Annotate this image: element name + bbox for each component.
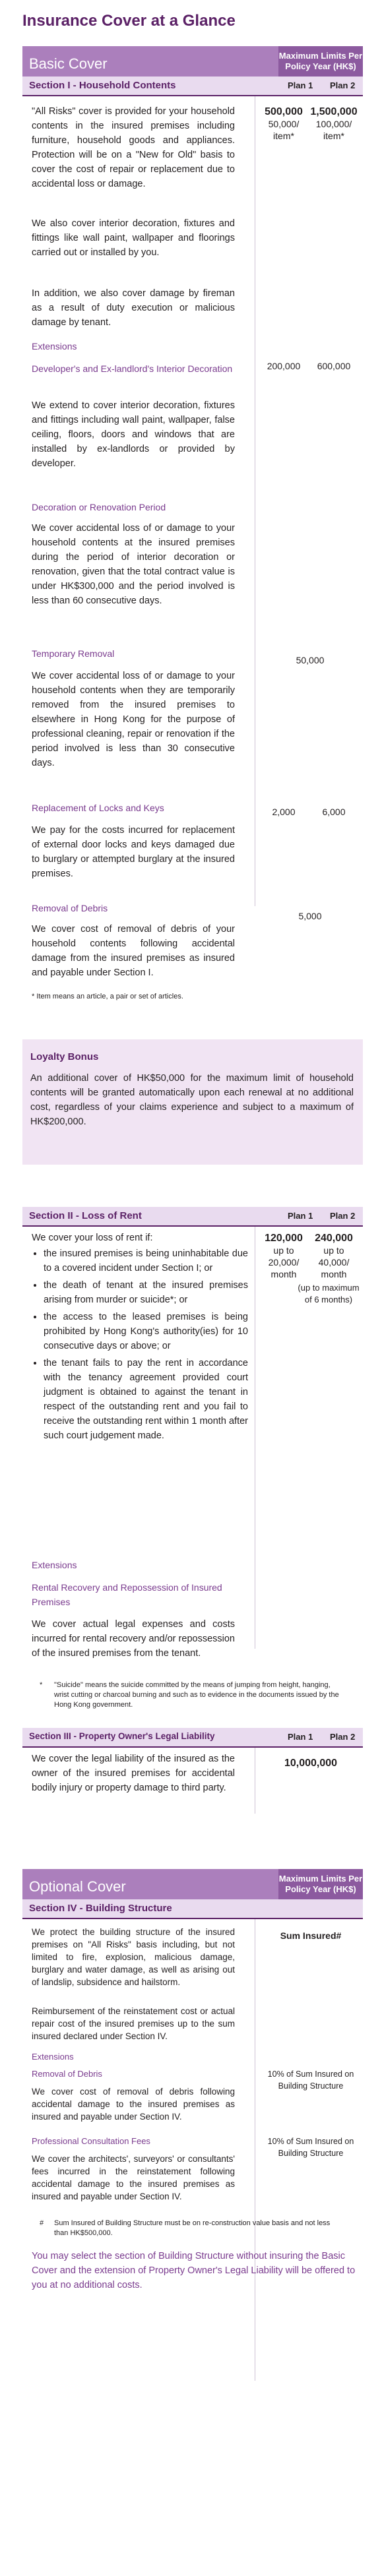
temp-removal-value: 50,000 [296, 655, 325, 665]
max-limits-header: Maximum Limits Per Policy Year (HK$) [278, 1869, 363, 1899]
all-risks-text: "All Risks" cover is provided for your household contents in the insured premises including furniture, household goods and appliances. Protection will be on a "New for Old" basis to cover the cost of repair or replacement due to accidental loss or damage. [32, 106, 235, 189]
sum-insured-footnote: Sum Insured of Building Structure must be on re-construction value basis and not less than HK$500,000. [54, 2219, 331, 2237]
locks-plan1: 2,000 [272, 807, 296, 817]
removal-debris-value: 10% of Sum Insured on Building Structure [267, 2070, 354, 2091]
section-iii-header [22, 1728, 363, 1748]
temp-removal-text: We cover accidental loss of or damage to your household contents when they are temporarily removed from the insured premises to elsewhere in Hong Kong for the purpose of professional cleaning, repair or renovation if the period involved is less than 30 consecutive days. [32, 671, 235, 768]
removal-debris-text: We cover cost of removal of debris following accidental damage to the insured premises as insured and payable under Section IV. [32, 2087, 235, 2122]
professional-fees-heading: Professional Consultation Fees [32, 2136, 150, 2146]
plan2-label: Plan 2 [330, 80, 356, 90]
list-item: • the insured premises is being uninhabitable due to a covered incident under Section I; or [44, 1246, 248, 1275]
rent-months-note: (up to maximum of 6 months) [298, 1283, 360, 1304]
item-footnote: * Item means an article, a pair or set of articles. [32, 993, 183, 1000]
list-item: • the tenant fails to pay the rent in accordance with the tenancy agreement provided court judgment is obtained to against the tenant in respect of the outstanding rent and you fail to receive the outstanding rent within 1 month after such court judgement made. [44, 1356, 248, 1443]
footnote-marker: # [40, 2219, 44, 2227]
extensions-label: Extensions [32, 2052, 74, 2062]
developer-heading: Developer's and Ex-landlord's Interior Decoration [32, 363, 233, 374]
list-item: • the death of tenant at the insured premises arising from murder or suicide*; or [44, 1278, 248, 1307]
liability-value: 10,000,000 [284, 1758, 338, 1769]
page-title: Insurance Cover at a Glance [22, 12, 236, 30]
basic-cover-band [22, 46, 363, 77]
renovation-text: We cover accidental loss of or damage to your household contents at the insured premises during the period of interior decoration or renovation, given that the total contract value is under HK$300,000 and the period involved is less than 60 consecutive days. [32, 523, 235, 606]
footnote-marker: * [40, 1681, 43, 1689]
plan1-label: Plan 1 [288, 1211, 313, 1221]
building-text: We protect the building structure of the insured premises on "All Risks" basis including, but not limited to fire, explosion, malicious damage, burglary and water damage, as well as arising out of landslip, subsidence and hailstorm. [32, 1927, 235, 1987]
debris-text: We cover cost of removal of debris of your household contents following accidental damage from the insured premises as insured and payable under Section I. [32, 924, 235, 978]
section-iii-title: Section III - Property Owner's Legal Liability [29, 1731, 215, 1741]
loyalty-text: An additional cover of HK$50,000 for the maximum limit of household contents will be granted automatically upon each renewal at no additional cost, regardless of your claims experience and subject to a maximum of HK$200,000. [30, 1073, 354, 1127]
debris-heading: Removal of Debris [32, 903, 108, 913]
loyalty-title: Loyalty Bonus [30, 1051, 99, 1062]
locks-text: We pay for the costs incurred for replacement of external door locks and keys damaged due to burglary or attempted burglary at the insured premises. [32, 825, 235, 879]
section-iv-header [22, 1899, 363, 1919]
fireman-text: In addition, we also cover damage by fireman as a result of duty execution or malicious damage by tenant. [32, 288, 235, 328]
optional-cover-title: Optional Cover [29, 1878, 126, 1895]
section-i-title: Section I - Household Contents [29, 80, 176, 91]
optional-cover-band [22, 1869, 363, 1899]
closing-note: You may select the section of Building Structure without insuring the Basic Cover and the extension of Property Owner's Legal Liability will be offered to you at no additional costs. [32, 2251, 356, 2290]
plan1-label: Plan 1 [288, 1732, 313, 1742]
max-limits-header: Maximum Limits Per Policy Year (HK$) [278, 46, 363, 77]
plan2-label: Plan 2 [330, 1211, 356, 1221]
reinstatement-text: Reimbursement of the reinstatement cost or actual repair cost of the insured premises up to the sum insured declared under Section IV. [32, 2006, 235, 2041]
developer-text: We extend to cover interior decoration, fixtures and fittings including wall paint, wallpaper, false ceiling, floors, doors and windows that are installed by ex-landlords or provided by developer. [32, 400, 235, 469]
locks-plan2: 6,000 [322, 807, 346, 817]
renovation-heading: Decoration or Renovation Period [32, 502, 166, 512]
developer-plan2: 600,000 [317, 361, 351, 371]
rental-recovery-heading: Rental Recovery and Repossession of Insured Premises [32, 1582, 222, 1607]
interior-text: We also cover interior decoration, fixtures and fittings like wall paint, wallpaper and floorings carried out or installed by you. [32, 218, 235, 258]
plan1-main-limit: 500,000 50,000/ item* [265, 106, 303, 141]
extensions-label: Extensions [32, 1560, 77, 1570]
loyalty-bonus-box [22, 1039, 363, 1165]
plan2-label: Plan 2 [330, 1732, 356, 1742]
developer-plan1: 200,000 [267, 361, 301, 371]
basic-cover-title: Basic Cover [29, 55, 108, 72]
rental-recovery-text: We cover actual legal expenses and costs incurred for rental recovery and/or repossession of the insured premises from the tenant. [32, 1619, 235, 1659]
extensions-label: Extensions [32, 341, 77, 352]
debris-value: 5,000 [298, 911, 322, 921]
rent-plan2-limit: 240,000 up to 40,000/ month [315, 1233, 353, 1279]
list-item: • the access to the leased premises is being prohibited by Hong Kong's authority(ies) for 10 consecutive days or above; or [44, 1310, 248, 1353]
rent-intro: We cover your loss of rent if: [32, 1233, 153, 1243]
section-ii-header [22, 1207, 363, 1227]
plan2-main-limit: 1,500,000 100,000/ item* [310, 106, 358, 141]
rent-plan1-limit: 120,000 up to 20,000/ month [265, 1233, 303, 1279]
section-iv-title: Section IV - Building Structure [29, 1903, 172, 1914]
plan1-label: Plan 1 [288, 80, 313, 90]
section-i-header [22, 77, 363, 96]
locks-heading: Replacement of Locks and Keys [32, 803, 164, 813]
sum-insured-label: Sum Insured# [280, 1930, 342, 1941]
temp-removal-heading: Temporary Removal [32, 648, 115, 659]
suicide-footnote: "Suicide" means the suicide committed by the means of jumping from height, hanging, wrist cutting or charcoal burning and such as to evidence in the documents issued by the Hong Kong government. [54, 1681, 339, 1709]
removal-debris-heading: Removal of Debris [32, 2069, 102, 2079]
rent-conditions-list [32, 1246, 248, 1446]
liability-text: We cover the legal liability of the insured as the owner of the insured premises for accidental bodily injury or property damage to third party. [32, 1754, 235, 1793]
professional-fees-value: 10% of Sum Insured on Building Structure [267, 2137, 354, 2158]
section-ii-title: Section II - Loss of Rent [29, 1210, 142, 1221]
professional-fees-text: We cover the architects', surveyors' or consultants' fees incurred in the reinstatement following accidental damage to the insured premises as insured and payable under Section IV. [32, 2154, 235, 2201]
